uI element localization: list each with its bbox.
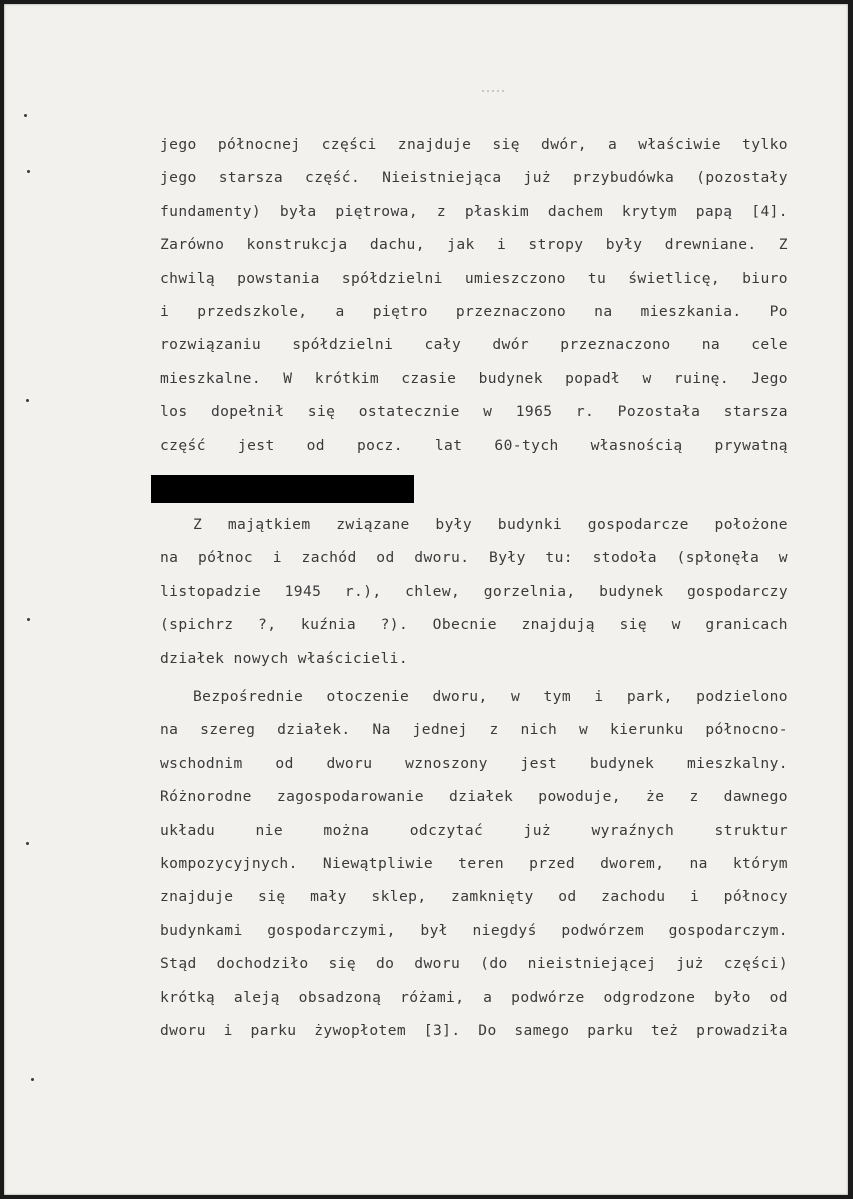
text-line: działek nowych właścicieli. xyxy=(160,649,409,667)
text-line: Zarówno konstrukcja dachu, jak i stropy były drewniane. Z xyxy=(160,236,788,254)
margin-speck xyxy=(24,114,27,117)
scan-artifact xyxy=(482,90,504,92)
text-line: znajduje się mały sklep, zamknięty od zachodu i północy xyxy=(160,888,788,906)
text-line: fundamenty) była piętrowa, z płaskim dachem krytym papą [4]. xyxy=(160,202,788,220)
text-line: dworu i parku żywopłotem [3]. Do samego parku też prowadziła xyxy=(160,1021,788,1039)
paragraph-3 xyxy=(160,680,788,1047)
margin-speck xyxy=(31,1078,34,1081)
text-line: jego starsza część. Nieistniejąca już przybudówka (pozostały xyxy=(160,169,788,187)
text-line: budynkami gospodarczymi, był niegdyś podwórzem gospodarczym. xyxy=(160,921,788,939)
text-line: (spichrz ?, kuźnia ?). Obecnie znajdują się w granicach xyxy=(160,616,788,634)
margin-speck xyxy=(27,618,30,621)
text-line: rozwiązaniu spółdzielni cały dwór przeznaczono na cele xyxy=(160,336,788,354)
redaction-bar xyxy=(151,475,414,503)
text-line: układu nie można odczytać już wyraźnych struktur xyxy=(160,821,788,839)
text-line: na szereg działek. Na jednej z nich w kierunku północno- xyxy=(160,721,788,739)
text-line: kompozycyjnych. Niewątpliwie teren przed dworem, na którym xyxy=(160,854,788,872)
margin-speck xyxy=(26,842,29,845)
text-line: wschodnim od dworu wznoszony jest budynek mieszkalny. xyxy=(160,754,788,772)
document-page xyxy=(4,4,848,1195)
text-line: część jest od pocz. lat 60-tych własnością prywatną xyxy=(160,436,788,454)
paragraph-2 xyxy=(160,508,788,675)
text-line: listopadzie 1945 r.), chlew, gorzelnia, budynek gospodarczy xyxy=(160,582,788,600)
text-line: jego północnej części znajduje się dwór, a właściwie tylko xyxy=(160,136,788,153)
margin-speck xyxy=(27,170,30,173)
text-line: Z majątkiem związane były budynki gospodarcze położone xyxy=(193,516,788,533)
margin-speck xyxy=(26,399,29,402)
text-line: Różnorodne zagospodarowanie działek powoduje, że z dawnego xyxy=(160,788,788,806)
text-line: krótką aleją obsadzoną różami, a podwórze odgrodzone było od xyxy=(160,988,788,1006)
text-line: na północ i zachód od dworu. Były tu: stodoła (spłonęła w xyxy=(160,549,788,567)
text-line: mieszkalne. W krótkim czasie budynek popadł w ruinę. Jego xyxy=(160,369,788,387)
paragraph-1 xyxy=(160,128,788,462)
text-line: los dopełnił się ostatecznie w 1965 r. Pozostała starsza xyxy=(160,403,788,421)
text-line: Bezpośrednie otoczenie dworu, w tym i park, podzielono xyxy=(193,688,788,705)
text-line: chwilą powstania spółdzielni umieszczono tu świetlicę, biuro xyxy=(160,269,788,287)
text-line: Stąd dochodziło się do dworu (do nieistniejącej już części) xyxy=(160,955,788,973)
text-line: i przedszkole, a piętro przeznaczono na mieszkania. Po xyxy=(160,302,788,320)
